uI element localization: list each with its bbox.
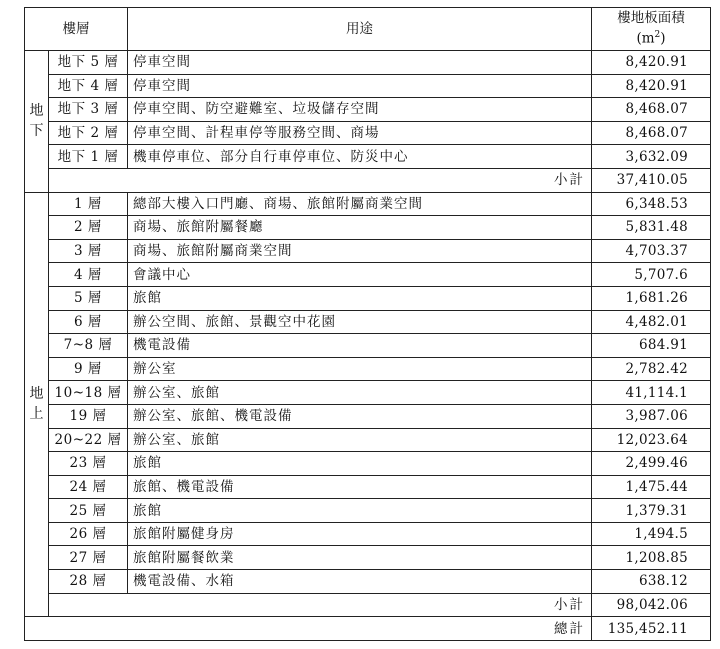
use-cell: 機電設備、水箱: [128, 570, 592, 594]
header-area-close: ): [660, 30, 666, 47]
area-cell: 2,499.46: [592, 452, 711, 476]
floor-cell: 地下 1 層: [49, 145, 128, 169]
use-cell: 辦公空間、旅館、景觀空中花園: [128, 310, 592, 334]
floor-cell: 3 層: [49, 239, 128, 263]
area-cell: 4,482.01: [592, 310, 711, 334]
use-cell: 旅館: [128, 286, 592, 310]
area-cell: 4,703.37: [592, 239, 711, 263]
total-label: 總計: [25, 617, 592, 641]
table-row: [25, 74, 711, 98]
total-value: 135,452.11: [592, 617, 711, 641]
floor-cell: 4 層: [49, 263, 128, 287]
area-cell: 638.12: [592, 570, 711, 594]
header-area-unit: (m: [636, 30, 655, 47]
area-cell: 41,114.1: [592, 381, 711, 405]
floor-cell: 7~8 層: [49, 334, 128, 358]
subtotal-label: 小計: [49, 168, 592, 192]
area-cell: 8,468.07: [592, 98, 711, 122]
use-cell: 停車空間: [128, 51, 592, 75]
floor-cell: 28 層: [49, 570, 128, 594]
use-cell: 旅館附屬健身房: [128, 522, 592, 546]
area-cell: 2,782.42: [592, 357, 711, 381]
header-area-title: 樓地板面積: [617, 10, 685, 27]
use-cell: 停車空間、防空避難室、垃圾儲存空間: [128, 98, 592, 122]
use-cell: 會議中心: [128, 263, 592, 287]
area-cell: 5,707.6: [592, 263, 711, 287]
table-row: [25, 145, 711, 169]
table-row: [25, 98, 711, 122]
area-cell: 1,681.26: [592, 286, 711, 310]
table-row: [25, 263, 711, 287]
table-row: [25, 239, 711, 263]
floor-cell: 地下 5 層: [49, 51, 128, 75]
floor-cell: 6 層: [49, 310, 128, 334]
use-cell: 辦公室、旅館、機電設備: [128, 404, 592, 428]
table-row: [25, 334, 711, 358]
above-subtotal-row: [25, 593, 711, 617]
floor-cell: 19 層: [49, 404, 128, 428]
subtotal-value: 98,042.06: [592, 593, 711, 617]
table-row: [25, 570, 711, 594]
zone-char: 地: [29, 386, 44, 403]
subtotal-label: 小計: [49, 593, 592, 617]
floor-cell: 1 層: [49, 192, 128, 216]
basement-subtotal-row: [25, 168, 711, 192]
area-cell: 1,494.5: [592, 522, 711, 546]
table-row: [25, 499, 711, 523]
table-row: [25, 357, 711, 381]
floor-cell: 23 層: [49, 452, 128, 476]
use-cell: 停車空間: [128, 74, 592, 98]
area-cell: 684.91: [592, 334, 711, 358]
floor-cell: 5 層: [49, 286, 128, 310]
header-floor: 樓層: [25, 8, 128, 51]
use-cell: 機車停車位、部分自行車停車位、防災中心: [128, 145, 592, 169]
use-cell: 總部大樓入口門廳、商場、旅館附屬商業空間: [128, 192, 592, 216]
use-cell: 旅館附屬餐飲業: [128, 546, 592, 570]
use-cell: 商場、旅館附屬商業空間: [128, 239, 592, 263]
floor-cell: 27 層: [49, 546, 128, 570]
floor-cell: 10~18 層: [49, 381, 128, 405]
subtotal-value: 37,410.05: [592, 168, 711, 192]
floor-cell: 25 層: [49, 499, 128, 523]
header-area-sup: 2: [654, 30, 661, 41]
use-cell: 商場、旅館附屬餐廳: [128, 216, 592, 240]
above-zone-label: [25, 192, 49, 617]
area-cell: 3,987.06: [592, 404, 711, 428]
zone-char: 下: [29, 123, 44, 140]
table-row: [25, 310, 711, 334]
table-row: [25, 475, 711, 499]
basement-zone-label: [25, 51, 49, 193]
use-cell: 停車空間、計程車停等服務空間、商場: [128, 121, 592, 145]
use-cell: 旅館: [128, 499, 592, 523]
floor-cell: 26 層: [49, 522, 128, 546]
floor-cell: 地下 2 層: [49, 121, 128, 145]
area-cell: 3,632.09: [592, 145, 711, 169]
table-row: [25, 546, 711, 570]
floor-area-table: [24, 7, 711, 641]
use-cell: 辦公室、旅館: [128, 381, 592, 405]
area-cell: 6,348.53: [592, 192, 711, 216]
area-cell: 12,023.64: [592, 428, 711, 452]
area-cell: 5,831.48: [592, 216, 711, 240]
table-row: [25, 428, 711, 452]
header-row: [25, 8, 711, 51]
table-row: [25, 51, 711, 75]
floor-cell: 20~22 層: [49, 428, 128, 452]
header-use: 用途: [128, 8, 592, 51]
area-cell: 8,420.91: [592, 51, 711, 75]
floor-cell: 24 層: [49, 475, 128, 499]
area-cell: 1,475.44: [592, 475, 711, 499]
area-cell: 1,208.85: [592, 546, 711, 570]
floor-cell: 2 層: [49, 216, 128, 240]
table-row: [25, 286, 711, 310]
header-area: [592, 8, 711, 51]
total-row: [25, 617, 711, 641]
zone-char: 地: [29, 103, 44, 120]
use-cell: 辦公室: [128, 357, 592, 381]
zone-char: 上: [29, 406, 44, 423]
table-row: [25, 121, 711, 145]
table-row: [25, 404, 711, 428]
floor-cell: 地下 4 層: [49, 74, 128, 98]
floor-cell: 9 層: [49, 357, 128, 381]
use-cell: 辦公室、旅館: [128, 428, 592, 452]
table-row: [25, 522, 711, 546]
area-cell: 1,379.31: [592, 499, 711, 523]
table-row: [25, 381, 711, 405]
table-row: [25, 192, 711, 216]
table-row: [25, 216, 711, 240]
table-row: [25, 452, 711, 476]
area-cell: 8,468.07: [592, 121, 711, 145]
use-cell: 旅館: [128, 452, 592, 476]
use-cell: 旅館、機電設備: [128, 475, 592, 499]
floor-cell: 地下 3 層: [49, 98, 128, 122]
area-cell: 8,420.91: [592, 74, 711, 98]
use-cell: 機電設備: [128, 334, 592, 358]
